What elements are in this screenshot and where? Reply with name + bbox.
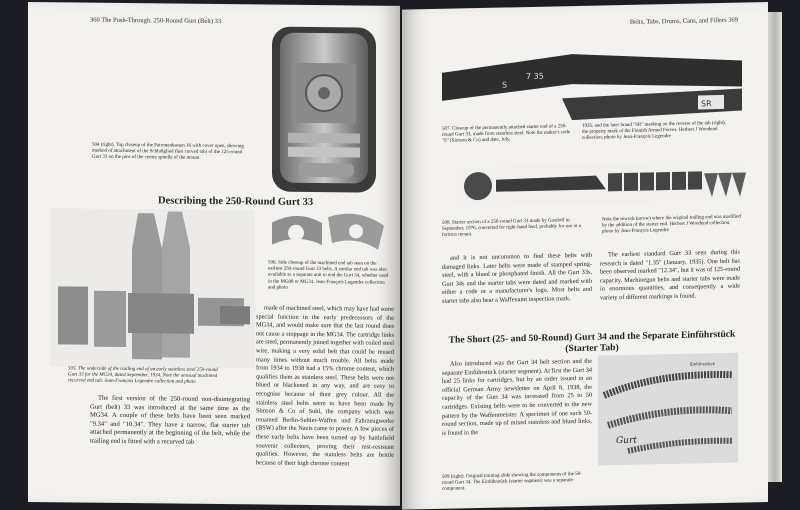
section-heading-gurt-33: Describing the 250-Round Gurt 33 [158, 195, 314, 208]
caption-509: 509 (right). Original training slide showing the components of the 50-round Gurt 34. The Einführstück (starter segment) was a separate component. [442, 471, 582, 493]
left-page-header: 360 The Push-Through, 250-Round Gurt (Belt) 33 [90, 16, 222, 26]
slide-gurt-label: Gurt [616, 435, 637, 447]
paragraph: Also introduced was the Gurt 34 belt section and the separate Einführstück (starter segment). At first the Gurt 34 had 25 links for cartridges, but by an order issued in an official German Army newsletter on April 8, 1938, the capacity of the Gurt 34 was increased from 25 to 50 cartridges. Existing belts were to be converted to the new pattern by the Waffenmeister. A specimen of one such 50-round section, made up of mixed stainless and blued links, is found in the [442, 357, 592, 437]
page-edges [768, 12, 782, 482]
tab-date-mark: 7 35 [526, 71, 544, 82]
left-page [28, 2, 400, 506]
right-page [402, 2, 768, 510]
caption-507: 507. Closeup of the permanently attached starter end of a 250-round Gurt 33, made from stainless steel. Note the maker's code "S" (Simson & Co) and date, July, [442, 124, 571, 145]
end-tab-photo [268, 209, 388, 256]
section-heading-gurt-34: The Short (25- and 50-Round) Gurt 34 and the Separate Einführstück (Starter Tab) [448, 328, 736, 355]
paragraph: and it is not uncommon to find these belts with damaged links. Later belts were made of stamped spring-steel, with a blued or phosphated finish. All the Gurt 33s, Gurt 34s and the starter tabs were dated and marked with either a code or a manufacturer's logo. Most belts and starter tabs also bear a Waffenamt inspection mark. [442, 251, 592, 305]
paragraph: The first version of the 250-round non-disintegrating Gurt (belt) 33 was introduced at the same time as the MG34. A couple of these belts have been seen marked "9.34" and "10.34". They have a narrow, flat starter tab attached permanently at the beginning of the belt, while the trailing end is fitted with a recurved tab [90, 394, 250, 446]
right-column-1 [442, 252, 592, 307]
drum-photo [258, 22, 388, 198]
starter-tab-photo [442, 37, 742, 127]
slide-tab-label: Einführstück [690, 361, 715, 367]
caption-506: 506. Side closeup of the machined end tab seen on the earliest 250-round Gurt 33 belts. A similar end tab was also available as a separate unit to end the Gurt 34, whether used in the MG08 or MG34. Jean-François Legendre collection and photo [268, 260, 389, 291]
open-book [28, 2, 776, 502]
tab-maker-mark: S [502, 80, 508, 90]
right-page-header: Belts, Tabs, Drums, Cans, and Fillers 369 [629, 16, 738, 26]
left-column-1 [90, 395, 250, 448]
belt-section-photo [456, 152, 746, 210]
caption-505: 505. The underside of the trailing end of an early stainless steel 250-round Gurt 33 for the MG34, dated September, 1934. Note the unusual machined recurved end tab. Jean-François Legendre collection and photo [68, 366, 218, 386]
right-column-2 [600, 249, 740, 303]
paragraph: The earliest standard Gurt 33 seen during this research is dated "1.35" (January, 1935). One belt has been observed marked "12.34", but it was of 125-round capacity. Machinegun belts and starter tabs were made in enormous quantities, and consequently a wide variety of different markings is found. [600, 248, 740, 302]
right-column-3 [442, 358, 592, 438]
caption-508-continued: Note the rework (arrow) where the original trailing end was modified by the addition of the starter end. Herbert J Woodend collection, photo by Jean-François Legendre [602, 214, 741, 235]
belt-cartridges-photo [50, 208, 255, 368]
training-slide-photo [598, 353, 738, 466]
caption-508: 508. Starter section of a 250-round Gurt 33 made by Gustloff in September, 1976, converted for right-hand feed, probably for use in a fortress mount. [442, 218, 581, 239]
sr-mark: SR [701, 99, 712, 109]
caption-504: 504 (right). Top closeup of the Patronenkasten 16 with cover open, showing method of attachment of the Schlußglied (last curved tab) of the 125-round Gurt 33 on the pins of the centre spindle of the mount [92, 142, 244, 162]
left-column-2 [256, 304, 394, 469]
caption-507-continued: 1935, and the later brand "SR" marking on the reverse of the tab (right), the property mark of the Finnish Armed Forces. Herbert J Woodend collection, photo by Jean-François Legendre [582, 120, 726, 142]
paragraph: made of machined steel, which may have had some special function in the early predecessors of the MG34, and would make sure that the last round does not cause a stoppage in the MG34. The cartridge links are steel, permanently joined together with coiled steel wire, making a very solid belt that could be reused many times without much trouble. All belts made from 1934 to 1938 had a 15% chrome content, which qualifies them as stainless steel. These belts were not blued or blackened in any way, and are easy to recognise because of their grey colour. All the stainless steel belts seem to have been made by Simson & Co of Suhl, the company which was renamed Berlin-Suhler-Waffen und Fahrzeugwerke (BSW) after the Nazis came to power. A few pieces of these early belts have been turned up by battlefield souvenir collectors, proving their rust-resistant qualities. However, the stainless belts are brittle because of their high chrome content [256, 304, 394, 468]
